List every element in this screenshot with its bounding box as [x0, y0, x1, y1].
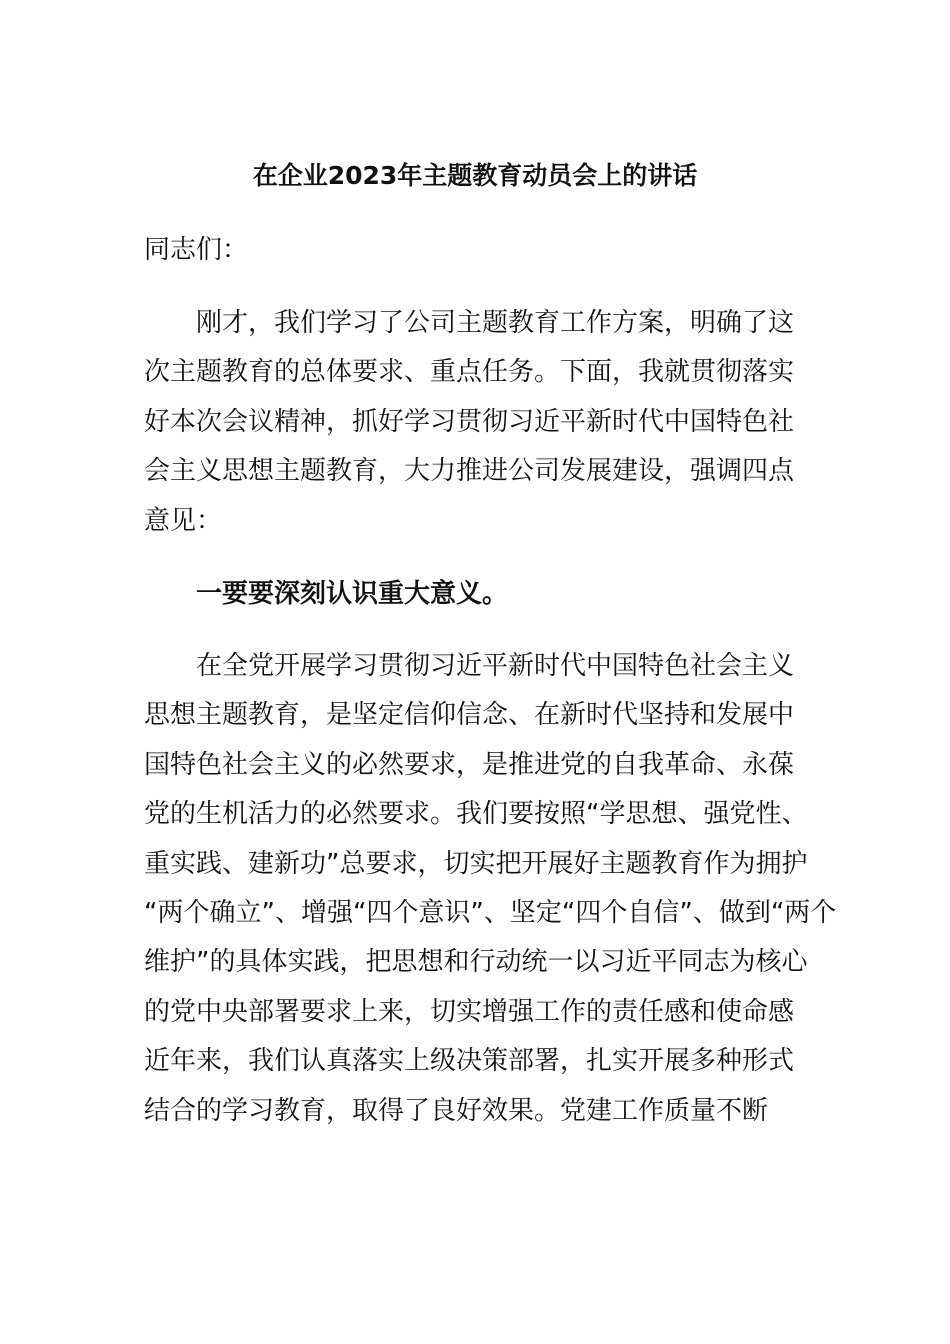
paragraph-line: 在全党开展学习贯彻习近平新时代中国特色社会主义 — [196, 651, 795, 681]
paragraph-line: 意见： — [144, 505, 223, 536]
paragraph-line: 维护”的具体实践，把思想和行动统一以习近平同志为核心 — [144, 947, 808, 978]
paragraph-line: 国特色社会主义的必然要求，是推进党的自我革命、永葆 — [144, 749, 795, 780]
paragraph-line: 思想主题教育，是坚定信仰信念、在新时代坚持和发展中 — [144, 700, 795, 731]
paragraph-line: 次主题教育的总体要求、重点任务。下面，我就贯彻落实 — [144, 357, 795, 388]
paragraph-line: 会主义思想主题教育，大力推进公司发展建设，强调四点 — [144, 456, 795, 487]
section-heading-text: 一要要深刻认识重大意义。 — [196, 579, 509, 609]
paragraph-section-one — [144, 642, 837, 1136]
paragraph-line: 好本次会议精神，抓好学习贯彻习近平新时代中国特色社 — [144, 406, 795, 437]
paragraph-line: 刚才，我们学习了公司主题教育工作方案，明确了这 — [196, 308, 795, 338]
paragraph-line: 党的生机活力的必然要求。我们要按照“学思想、强党性、 — [144, 799, 808, 830]
paragraph-line: 结合的学习教育，取得了良好效果。党建工作质量不断 — [144, 1095, 769, 1126]
document-title: 在企业2023年主题教育动员会上的讲话 — [252, 161, 698, 190]
paragraph-line: 近年来，我们认真落实上级决策部署，扎实开展多种形式 — [144, 1046, 795, 1077]
paragraph-line: “两个确立”、增强“四个意识”、坚定“四个自信”、做到“两个 — [144, 897, 837, 928]
paragraph-intro — [144, 299, 806, 546]
paragraph-line: 重实践、建新功”总要求，切实把开展好主题教育作为拥护 — [144, 848, 808, 879]
salutation: 同志们： — [144, 235, 249, 265]
paragraph-line: 的党中央部署要求上来，切实增强工作的责任感和使命感 — [144, 996, 795, 1027]
section-heading — [144, 570, 806, 619]
